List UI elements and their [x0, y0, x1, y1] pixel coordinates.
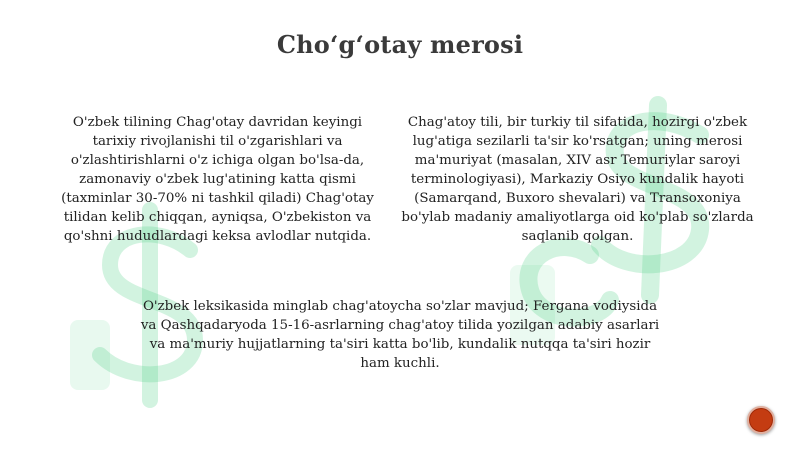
next-slide-button[interactable]	[747, 406, 775, 434]
slide-title: Cho‘g‘otay merosi	[276, 30, 524, 59]
paragraph-left: O'zbek tilining Chag'otay davridan keyingi tarixiy rivojlanishi til o'zgarishlari va o'zlashtirishlarni o'z ichiga olgan bo'lsa-da, zamonaviy o'zbek lug'atining katta qismi (taxminlar 30-70% ni tashkil qiladi) Chag'otay tilidan kelib chiqqan, ayniqsa, O'zbekiston va qo'shni hududlardagi keksa avlodlar nutqida.	[61, 115, 374, 244]
paragraph-right: Chag'atoy tili, bir turkiy til sifatida, hozirgi o'zbek lug'atiga sezilarli ta'sir ko'rsatgan; uning merosi ma'muriyat (masalan, XIV asr Temuriylar saroyi terminologiyasi), Markaziy Osiyo kundalik hayoti (Samarqand, Buxoro shevalari) va Transoxoniya bo'ylab madaniy amaliyotlarga oid ko'plab so'zlarda saqlanib qolgan.	[401, 115, 754, 244]
paragraph-bottom: O'zbek leksikasida minglab chag'atoycha so'zlar mavjud; Fergana vodiysida va Qashqadaryoda 15-16-asrlarning chag'atoy tilida yozilgan adabiy asarlari va ma'muriy hujjatlarning ta'siri katta bo'lib, kundalik nutqqa ta'siri hozir ham kuchli.	[140, 299, 660, 371]
